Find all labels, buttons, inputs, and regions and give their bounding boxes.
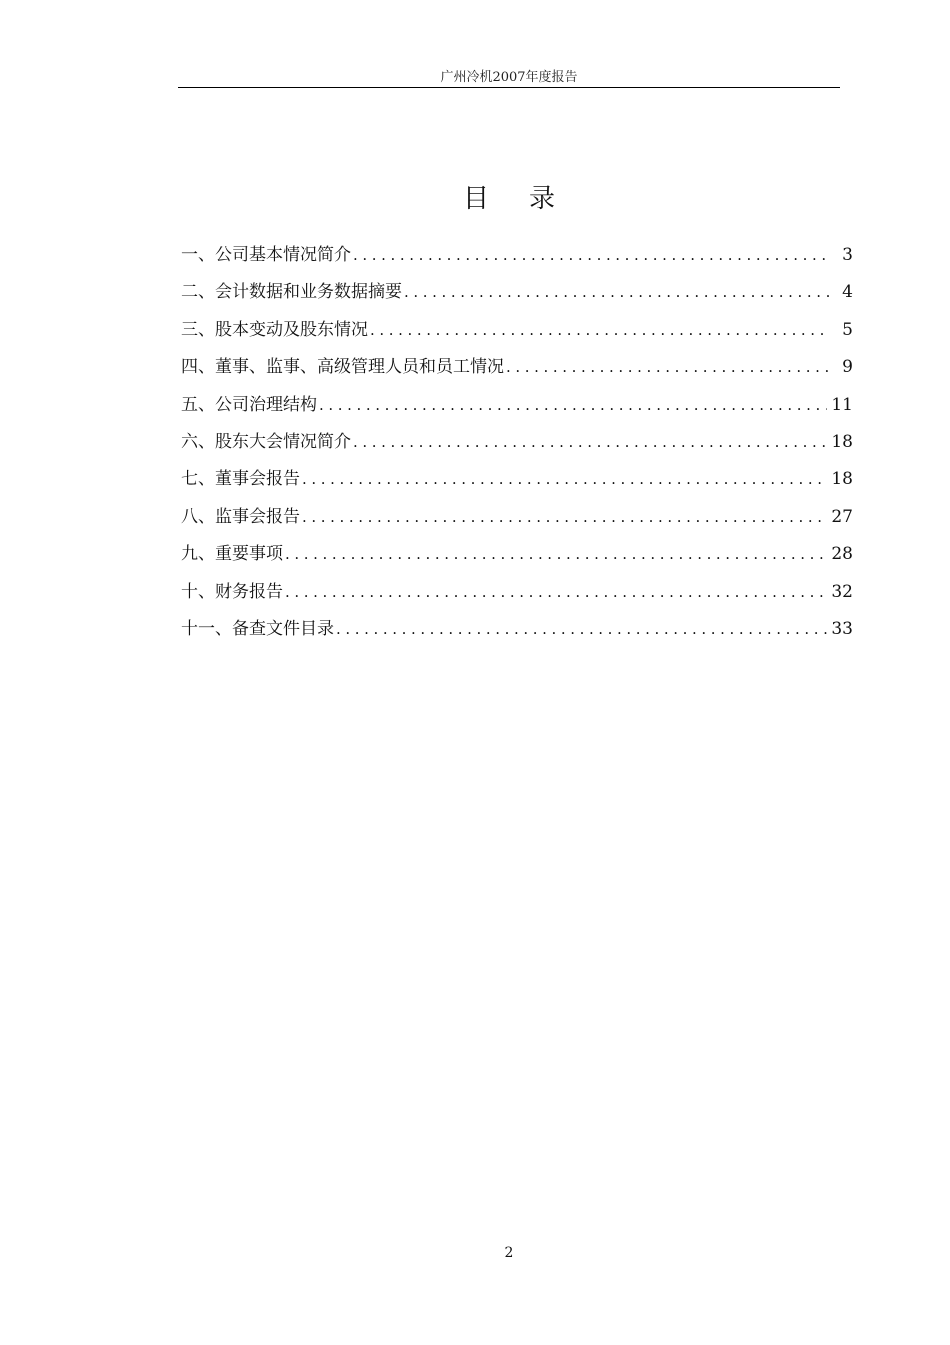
toc-entry-label: 四、董事、监事、高级管理人员和员工情况 [181, 357, 504, 378]
toc-leader-dots [353, 427, 827, 457]
toc-entry-label: 七、董事会报告 [181, 469, 300, 490]
toc-entry-label: 十、财务报告 [181, 581, 283, 602]
toc-entry-page: 11 [831, 394, 853, 415]
toc-entry[interactable] [181, 315, 853, 352]
toc-leader-dots [370, 315, 829, 345]
running-header: 广州冷机2007年度报告 [440, 70, 578, 85]
toc-leader-dots [319, 390, 827, 420]
toc-entry[interactable] [181, 464, 853, 501]
toc-entry-page: 18 [831, 431, 853, 452]
toc-leader-dots [336, 614, 827, 644]
toc-entry-page: 32 [831, 581, 853, 602]
toc-entry[interactable] [181, 502, 853, 539]
toc-entry[interactable] [181, 427, 853, 464]
toc-leader-dots [285, 577, 827, 607]
toc-entry[interactable] [181, 577, 853, 614]
header-rule [178, 87, 840, 88]
toc-entry[interactable] [181, 390, 853, 427]
toc-entry[interactable] [181, 277, 853, 314]
toc-entry[interactable] [181, 614, 853, 651]
toc-entry-page: 4 [842, 282, 853, 303]
toc-title-char-2: 录 [529, 184, 556, 214]
toc-leader-dots [302, 464, 827, 494]
toc-title [0, 178, 950, 215]
toc-entry-label: 一、公司基本情况简介 [181, 245, 351, 265]
toc-entry-label: 五、公司治理结构 [181, 394, 317, 415]
toc-leader-dots [353, 240, 829, 270]
toc-entry[interactable] [181, 352, 853, 389]
toc-entry[interactable] [181, 240, 853, 277]
toc-entry-page: 5 [842, 319, 853, 340]
toc-entry-label: 十一、备查文件目录 [181, 618, 334, 639]
toc-entry-page: 3 [842, 245, 853, 265]
table-of-contents [181, 240, 853, 651]
page-number: 2 [504, 1245, 514, 1261]
toc-entry-label: 九、重要事项 [181, 544, 283, 565]
toc-entry-page: 27 [831, 506, 853, 527]
toc-leader-dots [285, 539, 827, 569]
toc-entry-label: 八、监事会报告 [181, 506, 300, 527]
toc-entry-page: 9 [842, 357, 853, 378]
toc-entry-page: 18 [831, 469, 853, 490]
toc-entry-label: 三、股本变动及股东情况 [181, 319, 368, 340]
toc-leader-dots [404, 277, 829, 307]
toc-leader-dots [302, 502, 827, 532]
toc-entry-label: 二、会计数据和业务数据摘要 [181, 282, 402, 303]
toc-entry-page: 33 [831, 618, 853, 639]
toc-title-char-1: 目 [462, 184, 489, 214]
toc-entry-label: 六、股东大会情况简介 [181, 431, 351, 452]
toc-leader-dots [506, 352, 829, 382]
toc-entry-page: 28 [831, 544, 853, 565]
toc-entry[interactable] [181, 539, 853, 576]
